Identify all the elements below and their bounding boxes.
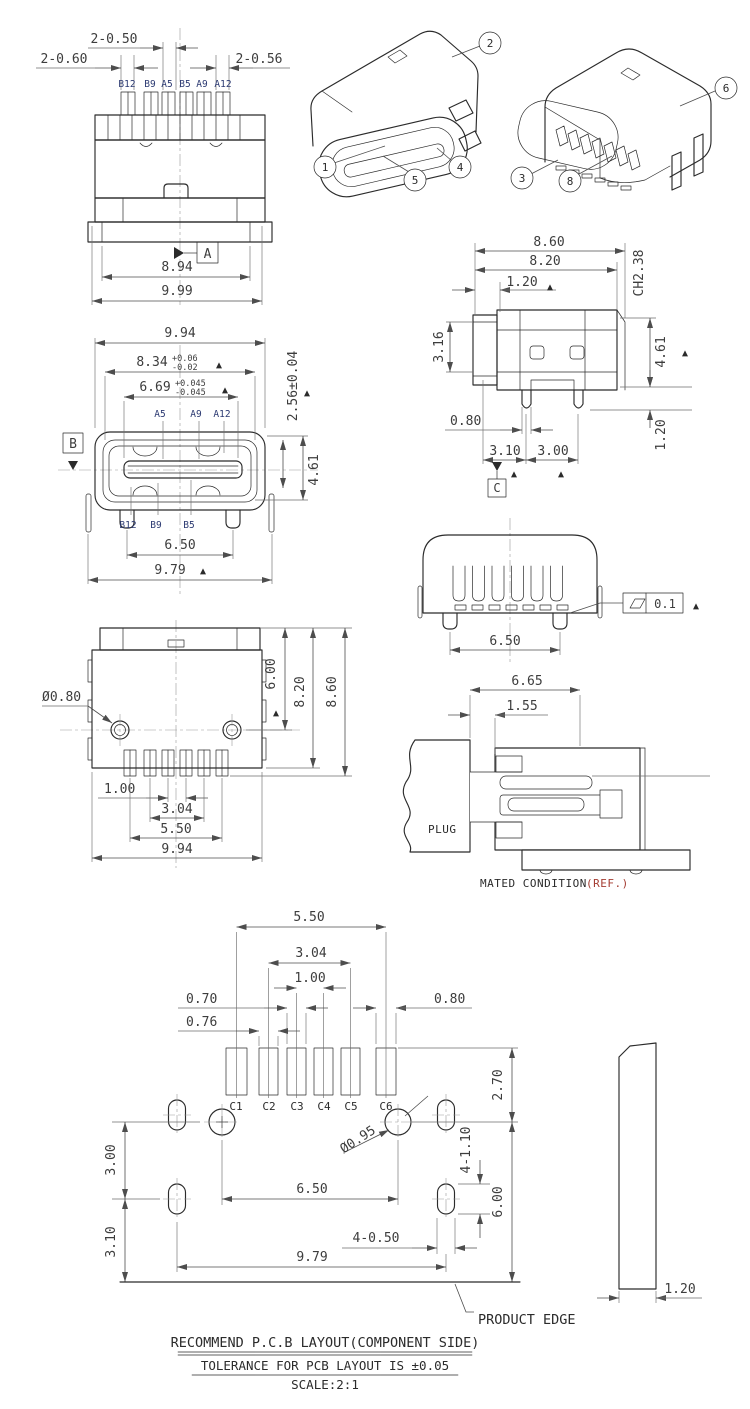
tol-834-plus: +0.06 [172, 354, 198, 364]
dim-310: 3.10 [489, 444, 521, 459]
datum-b-label: B [69, 437, 77, 452]
dim-600-back: 6.00 [264, 658, 279, 690]
balloon-2 [452, 32, 501, 57]
pin-label: B5 [179, 79, 191, 90]
through-leg [418, 586, 422, 618]
tol-669-minus: -0.045 [175, 388, 206, 398]
rear-cavity [600, 790, 622, 818]
datum-c-flag [488, 462, 506, 497]
dim-120-top: 1.20 [506, 275, 538, 290]
pin-label: A12 [213, 409, 231, 420]
mount-leg [694, 134, 703, 176]
dim-hole-095: Ø0.95 [337, 1123, 379, 1158]
dim-304-back: 3.04 [161, 802, 193, 817]
dim-2x050: 2-0.50 [90, 32, 138, 47]
dim-979-pcb: 9.79 [296, 1250, 328, 1265]
dim-860-back: 8.60 [325, 676, 340, 708]
datum-b-flag [63, 433, 83, 470]
top-view [36, 28, 290, 305]
tongue [124, 461, 242, 478]
dim-860: 8.60 [533, 235, 565, 250]
dim-894: 8.94 [161, 260, 193, 275]
dim-076-pcb: 0.76 [186, 1015, 218, 1030]
pcb-pads [226, 1048, 396, 1095]
svg-text:3: 3 [518, 172, 526, 185]
pcb-layout-view [104, 910, 702, 1328]
critical-mark: ▲ [682, 348, 689, 359]
plug-shell-section [496, 822, 522, 838]
dim-2x060: 2-0.60 [40, 52, 88, 67]
tol-669-plus: +0.045 [175, 379, 206, 389]
pad-label: C1 [229, 1100, 243, 1113]
critical-mark: ▲ [200, 566, 207, 577]
note-scale: SCALE:2:1 [291, 1377, 359, 1392]
pin-label: B12 [118, 79, 136, 90]
svg-text:2: 2 [486, 37, 494, 50]
critical-mark: ▲ [557, 469, 565, 480]
dim-820-back: 8.20 [293, 676, 308, 708]
product-edge-label: PRODUCT EDGE [478, 1312, 576, 1328]
dim-155: 1.55 [506, 699, 538, 714]
pad-label: C3 [290, 1100, 304, 1113]
front-view [58, 326, 322, 595]
side-view [432, 235, 692, 497]
dim-461-front: 4.61 [307, 454, 322, 486]
dim-979-front: 9.79 [154, 563, 186, 578]
pad-label: C5 [344, 1100, 358, 1113]
latch [133, 486, 157, 495]
iso-rear-view [511, 49, 737, 192]
note-tolerance: TOLERANCE FOR PCB LAYOUT IS ±0.05 [200, 1358, 450, 1373]
dim-600-pcb: 6.00 [491, 1186, 506, 1218]
smt-pad [530, 346, 544, 359]
chamfer-edge [617, 310, 625, 390]
dim-300: 3.00 [537, 444, 569, 459]
balloon-1 [314, 146, 385, 178]
iso-front-view [311, 31, 501, 202]
dim-120-right: 1.20 [654, 419, 669, 451]
dim-834: 8.34 [136, 355, 168, 370]
flatness-frame [570, 593, 699, 613]
latch [196, 447, 220, 456]
latch [133, 447, 157, 456]
through-leg [86, 494, 91, 532]
datum-a-label: A [203, 247, 212, 262]
dim-650-front: 6.50 [164, 538, 196, 553]
pin-label: A5 [161, 79, 173, 90]
contact-comb [453, 566, 563, 601]
critical-mark: ▲ [693, 601, 700, 612]
dim-316: 3.16 [432, 331, 447, 363]
through-leg [598, 586, 602, 618]
pad-label: C6 [379, 1100, 393, 1113]
dim-650-pcb: 6.50 [296, 1182, 328, 1197]
body [92, 650, 262, 768]
notch [210, 143, 222, 147]
solder-pins [121, 92, 230, 115]
notes-block [171, 1335, 480, 1392]
balloon-3 [511, 160, 558, 189]
dim-550-pcb: 5.50 [293, 910, 325, 925]
dim-304-pcb: 3.04 [295, 946, 327, 961]
pin-label: A9 [196, 79, 208, 90]
leg [522, 390, 531, 408]
pin-label: A5 [154, 409, 166, 420]
mount-leg [449, 100, 473, 121]
side-clips [88, 660, 266, 760]
critical-mark: ▲ [304, 388, 311, 399]
dim-310-pcb: 3.10 [104, 1226, 119, 1258]
shell-silhouette [311, 31, 478, 146]
svg-text:4: 4 [456, 161, 464, 174]
latch [196, 486, 220, 495]
dim-ch238: CH2.38 [632, 249, 647, 297]
dim-999: 9.99 [161, 284, 193, 299]
pin-label: B9 [144, 79, 156, 90]
leg [574, 390, 583, 408]
pin-label: B9 [150, 520, 162, 531]
slot-holes [163, 1094, 460, 1220]
dim-080-pcb: 0.80 [434, 992, 466, 1007]
dim-669: 6.69 [139, 380, 171, 395]
svg-text:1: 1 [321, 161, 329, 174]
body [497, 310, 617, 390]
plug-label: PLUG [428, 823, 457, 836]
front-face [313, 112, 472, 202]
critical-mark: ▲ [510, 469, 518, 480]
mated-caption-ref: (REF.) [586, 877, 629, 890]
datum-c-label: C [493, 481, 501, 495]
rear-tab [473, 315, 497, 385]
pad-label: C4 [317, 1100, 331, 1113]
dim-256: 2.56±0.04 [286, 350, 301, 422]
dim-4x110-pcb: 4-1.10 [459, 1126, 474, 1174]
dim-300-pcb: 3.00 [104, 1144, 119, 1176]
plug-shell-section [496, 756, 522, 772]
tongue-cavity [500, 776, 592, 789]
back-view [42, 620, 352, 868]
dim-100-back: 1.00 [104, 782, 136, 797]
notch [140, 143, 152, 147]
mated-section-view [403, 674, 710, 890]
tongue [343, 143, 445, 179]
smt-pad [570, 346, 584, 359]
comb-teeth [108, 115, 240, 140]
pin-label: A12 [214, 79, 232, 90]
edge-strip [619, 1043, 656, 1289]
pin-label: B12 [119, 520, 137, 531]
key-notch [621, 68, 640, 80]
dim-665: 6.65 [511, 674, 543, 689]
dim-4x050-pcb: 4-0.50 [352, 1231, 400, 1246]
mated-caption: MATED CONDITION [480, 877, 587, 890]
mount-leg [459, 131, 481, 151]
dim-270-pcb: 2.70 [491, 1069, 506, 1101]
svg-text:8: 8 [566, 175, 574, 188]
pcb-plate [522, 850, 690, 870]
dim-hole-080: Ø0.80 [42, 690, 82, 705]
note-title: RECOMMEND P.C.B LAYOUT(COMPONENT SIDE) [170, 1335, 480, 1351]
dim-080: 0.80 [450, 414, 482, 429]
foot [226, 510, 240, 528]
critical-mark: ▲ [272, 708, 280, 719]
balloon-6 [680, 77, 737, 106]
dim-120-pcb: 1.20 [664, 1282, 696, 1297]
key-notch [388, 50, 407, 63]
foot [443, 613, 457, 629]
dim-994: 9.94 [164, 326, 196, 341]
svg-text:6: 6 [722, 82, 730, 95]
smt-pad-row [455, 605, 568, 610]
critical-mark: ▲ [216, 360, 223, 371]
bottom-view [418, 518, 699, 662]
foot [553, 613, 567, 629]
pin-label: B5 [183, 520, 195, 531]
pin-label: A9 [190, 409, 202, 420]
dim-650-bottom: 6.50 [489, 634, 521, 649]
critical-mark: ▲ [222, 385, 229, 396]
flatness-value: 0.1 [654, 597, 676, 611]
dim-994-back: 9.94 [161, 842, 193, 857]
tol-834-minus: -0.02 [172, 363, 198, 373]
critical-mark: ▲ [547, 282, 554, 293]
pad-label: C2 [262, 1100, 276, 1113]
dim-550-back: 5.50 [160, 822, 192, 837]
dim-820: 8.20 [529, 254, 561, 269]
dim-2x056: 2-0.56 [235, 52, 283, 67]
dim-461: 4.61 [654, 336, 669, 368]
key-tab [164, 184, 188, 198]
dim-100-pcb: 1.00 [294, 971, 326, 986]
svg-text:5: 5 [411, 174, 419, 187]
dim-070-pcb: 0.70 [186, 992, 218, 1007]
